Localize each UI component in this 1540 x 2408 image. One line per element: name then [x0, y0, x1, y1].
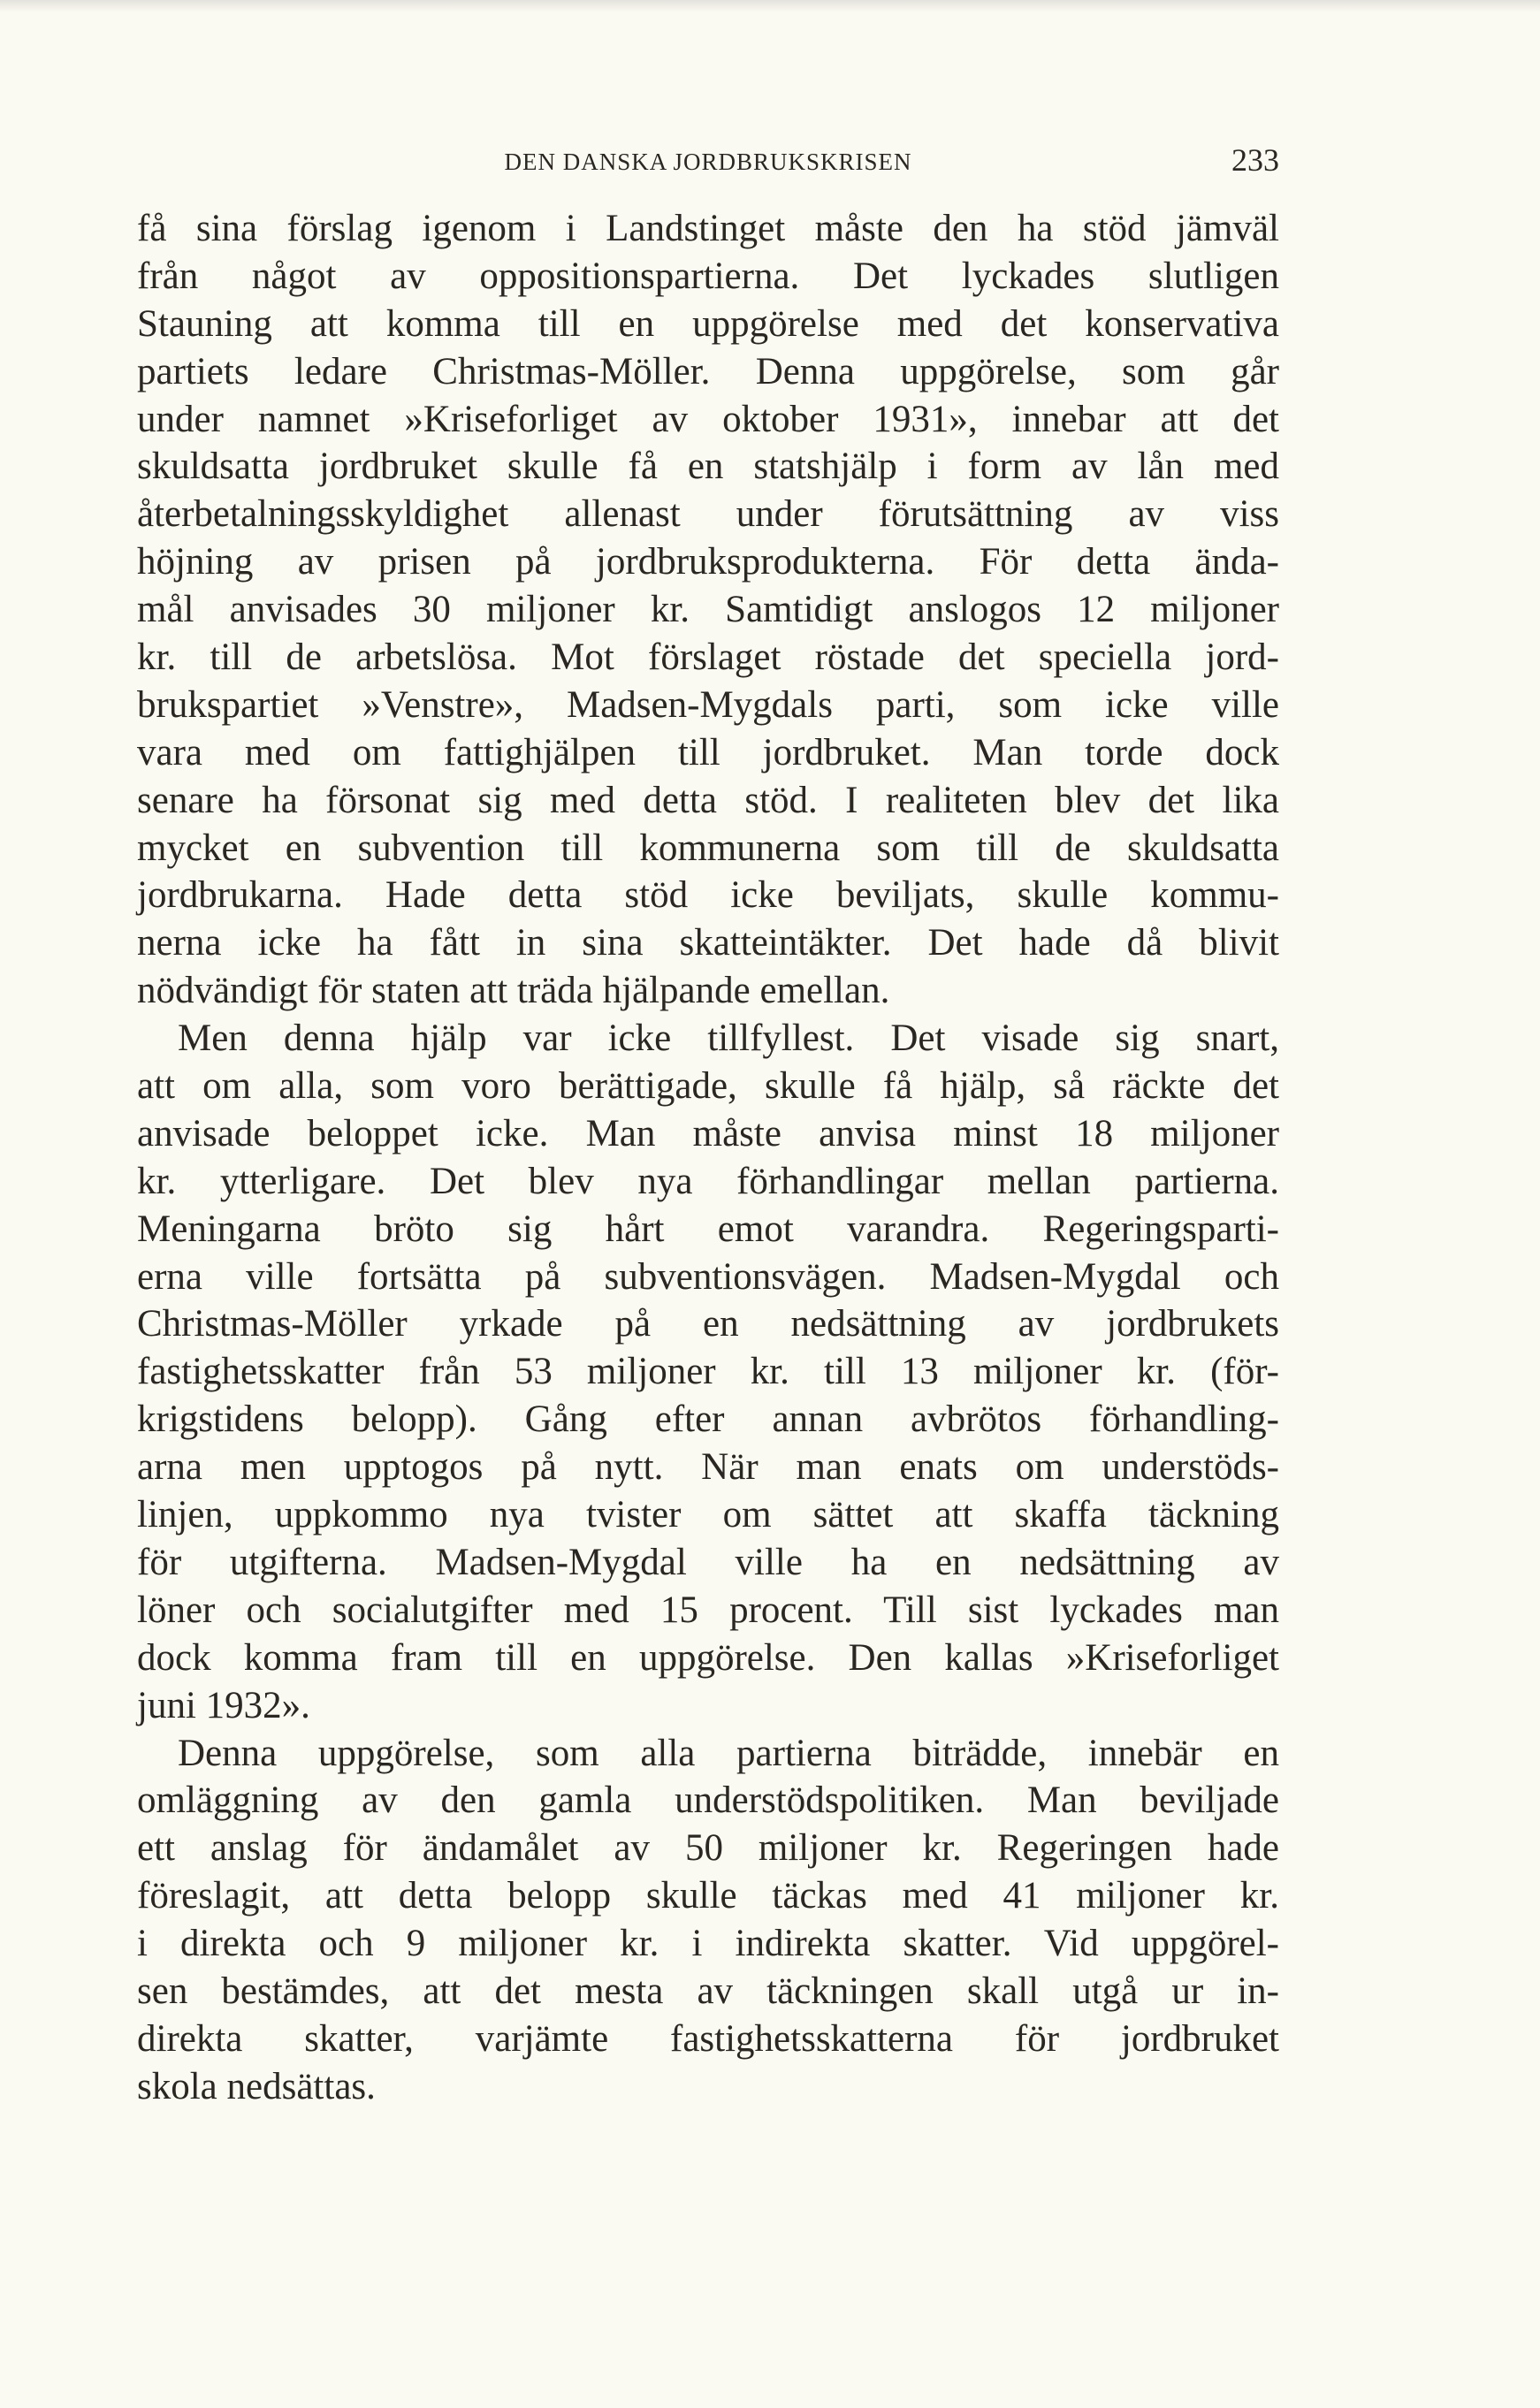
text-line: nödvändigt för staten att träda hjälpande emellan. — [137, 970, 890, 1012]
text-line: kr. till de arbetslösa. Mot förslaget röstade det speciella jord- — [137, 636, 1279, 679]
text-line: Christmas-Möller yrkade på en nedsättning av jordbrukets — [137, 1303, 1279, 1345]
text-line: skola nedsättas. — [137, 2065, 376, 2107]
text-line: under namnet »Kriseforliget av oktober 1931», innebar att det — [137, 398, 1279, 440]
text-line: Men denna hjälp var icke tillfyllest. Det visade sig snart, — [178, 1017, 1279, 1060]
page-header — [137, 141, 1279, 177]
text-line: i direkta och 9 miljoner kr. i indirekta skatter. Vid uppgörel- — [137, 1923, 1279, 1965]
text-line: krigstidens belopp). Gång efter annan avbrötos förhandling- — [137, 1398, 1279, 1441]
text-line: sen bestämdes, att det mesta av täckningen skall utgå ur in- — [137, 1970, 1279, 2012]
text-line: få sina förslag igenom i Landstinget måste den ha stöd jämväl — [137, 208, 1279, 249]
page-number: 233 — [1231, 142, 1279, 178]
text-line: återbetalningsskyldighet allenast under förutsättning av viss — [137, 493, 1279, 536]
running-title: DEN DANSKA JORDBRUKSKRISEN — [504, 149, 912, 175]
text-line: vara med om fattighjälpen till jordbruket. Man torde dock — [137, 731, 1279, 773]
text-line: mycket en subvention till kommunerna som till de skuldsatta — [137, 827, 1279, 869]
text-line: senare ha försonat sig med detta stöd. I realiteten blev det lika — [137, 779, 1279, 821]
text-line: kr. ytterligare. Det blev nya förhandlingar mellan partierna. — [137, 1160, 1279, 1202]
scan-edge — [0, 0, 1540, 12]
text-line: för utgifterna. Madsen-Mygdal ville ha en nedsättning av — [137, 1541, 1279, 1583]
text-line: jordbrukarna. Hade detta stöd icke beviljats, skulle kommu- — [137, 874, 1279, 917]
text-line: direkta skatter, varjämte fastighetsskatterna för jordbruket — [137, 2017, 1279, 2060]
text-line: partiets ledare Christmas-Möller. Denna uppgörelse, som går — [137, 350, 1279, 392]
text-line: föreslagit, att detta belopp skulle täckas med 41 miljoner kr. — [137, 1875, 1279, 1917]
text-line: Meningarna bröto sig hårt emot varandra. Regeringsparti- — [137, 1208, 1279, 1250]
body-text — [137, 205, 1279, 2111]
text-line: Denna uppgörelse, som alla partierna biträdde, innebär en — [178, 1732, 1279, 1774]
text-line: linjen, uppkommo nya tvister om sättet att skaffa täckning — [137, 1494, 1279, 1536]
text-line: nerna icke ha fått in sina skatteintäkter. Det hade då blivit — [137, 922, 1279, 964]
text-line: höjning av prisen på jordbruksprodukterna. För detta ända- — [137, 541, 1279, 583]
text-line: juni 1932». — [137, 1684, 310, 1726]
text-line: erna ville fortsätta på subventionsvägen. Madsen-Mygdal och — [137, 1255, 1279, 1298]
text-line: Stauning att komma till en uppgörelse med det konservativa — [137, 302, 1279, 345]
text-line: löner och socialutgifter med 15 procent. Till sist lyckades man — [137, 1589, 1279, 1631]
text-line: dock komma fram till en uppgörelse. Den kallas »Kriseforliget — [137, 1636, 1279, 1679]
text-line: mål anvisades 30 miljoner kr. Samtidigt anslogos 12 miljoner — [137, 589, 1279, 631]
text-line: att om alla, som voro berättigade, skulle få hjälp, så räckte det — [137, 1065, 1279, 1108]
text-line: ett anslag för ändamålet av 50 miljoner kr. Regeringen hade — [137, 1827, 1279, 1870]
text-line: arna men upptogos på nytt. När man enats om understöds- — [137, 1446, 1279, 1489]
text-line: brukspartiet »Venstre», Madsen-Mygdals parti, som icke ville — [137, 683, 1279, 726]
text-line: anvisade beloppet icke. Man måste anvisa minst 18 miljoner — [137, 1112, 1279, 1154]
text-line: omläggning av den gamla understödspolitiken. Man beviljade — [137, 1779, 1279, 1822]
text-line: fastighetsskatter från 53 miljoner kr. till 13 miljoner kr. (för- — [137, 1351, 1279, 1393]
text-line: skuldsatta jordbruket skulle få en statshjälp i form av lån med — [137, 446, 1279, 488]
text-line: från något av oppositionspartierna. Det lyckades slutligen — [137, 255, 1279, 297]
